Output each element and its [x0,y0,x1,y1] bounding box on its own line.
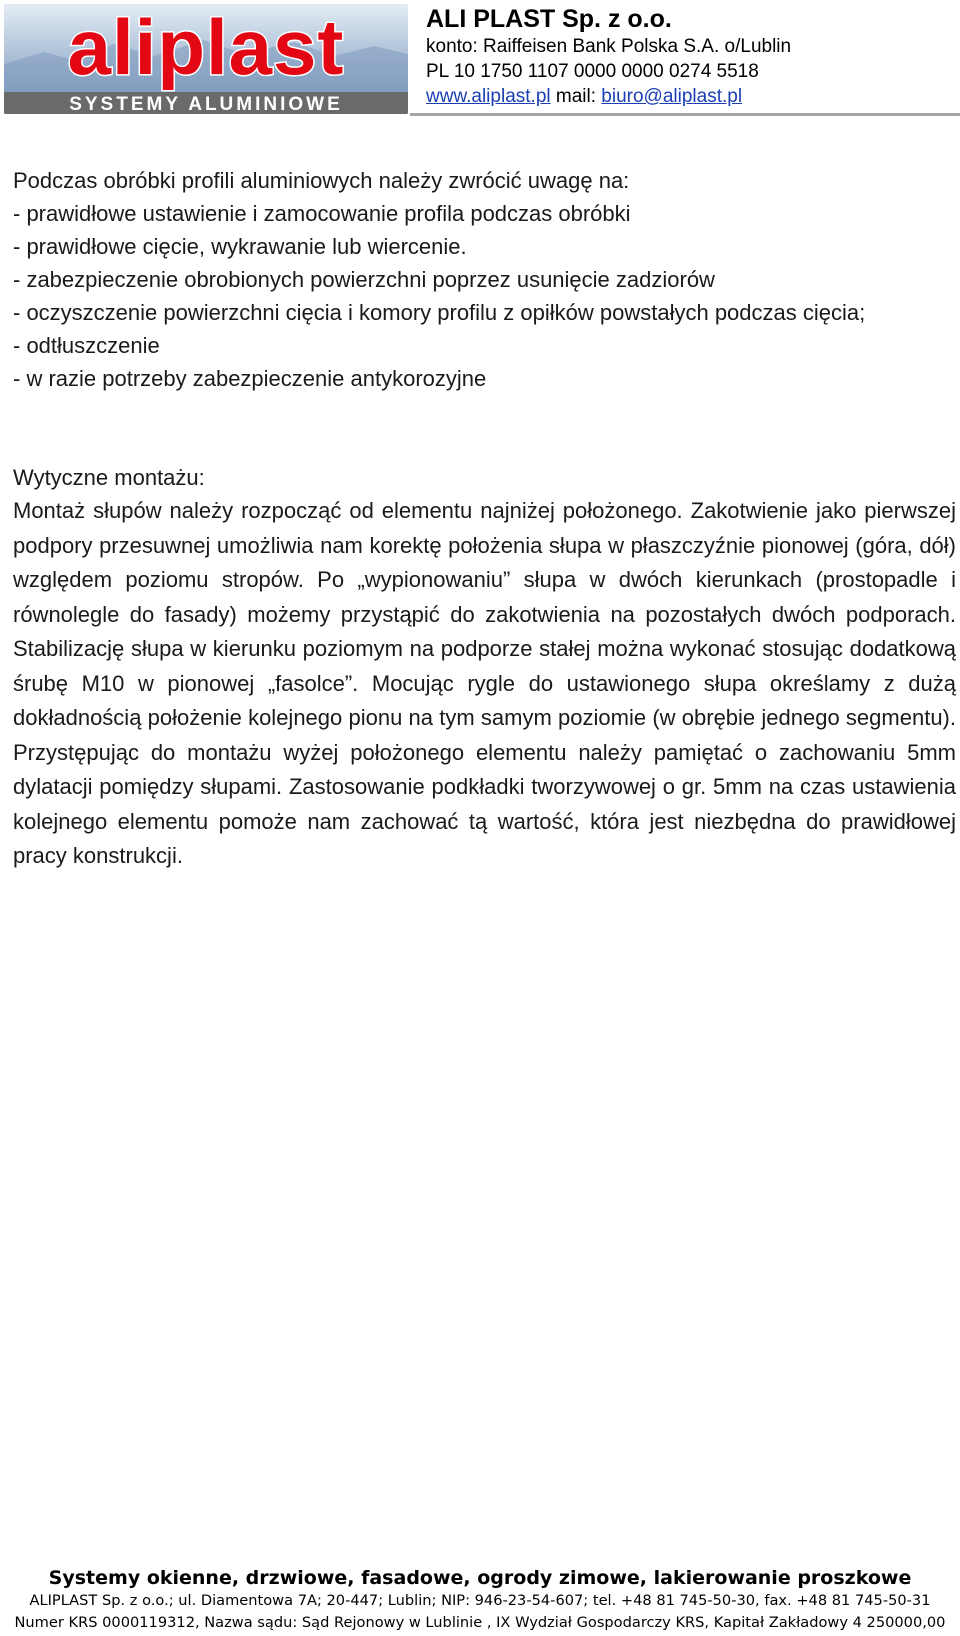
processing-intro: Podczas obróbki profili aluminiowych należy zwrócić uwagę na: [13,168,630,193]
page-header [0,0,960,118]
processing-section [13,164,956,395]
logo-wordmark: aliplast [67,4,345,91]
assembly-paragraph: Montaż słupów należy rozpocząć od elementu najniżej położonego. Zakotwienie jako pierwszej podpory przesuwnej umożliwia nam korektę położenia słupa w płaszczyźnie pionowej (góra, dół) względem poziomu stropów. Po „wypionowaniu” słupa w dwóch kierunkach (prostopadle i równolegle do fasady) możemy przystąpić do zakotwienia na pozostałych dwóch podporach. Stabilizację słupa w kierunku poziomym na podporze stałej można wykonać stosując dodatkową śrubę M10 w pionowej „fasolce”. Mocując rygle do ustawionego słupa określamy z dużą dokładnością położenie kolejnego pionu na tym samym poziomie (w obrębie jednego segmentu). Przystępując do montażu wyżej położonego elementu należy pamiętać o zachowaniu 5mm dylatacji pomiędzy słupami. Zastosowanie podkładki tworzywowej o gr. 5mm na czas ustawienia kolejnego elementu pomoże nam zachować tą wartość, która jest niezbędna do prawidłowej pracy konstrukcji. [13,498,956,868]
processing-item: - prawidłowe ustawienie i zamocowanie profila podczas obróbki [13,201,631,226]
processing-item: - odtłuszczenie [13,333,160,358]
header-divider [410,113,960,116]
company-name: ALI PLAST Sp. z o.o. [426,5,672,33]
bank-account-number: PL 10 1750 1107 0000 0000 0274 5518 [426,61,759,82]
processing-item: - prawidłowe cięcie, wykrawanie lub wiercenie. [13,234,467,259]
company-info [426,4,956,109]
mail-label: mail: [555,86,597,107]
aliplast-logo-graphic [4,4,408,114]
document-body [13,164,956,874]
website-link[interactable]: www.aliplast.pl [426,86,551,107]
processing-item: - zabezpieczenie obrobionych powierzchni poprzez usunięcie zadziorów [13,267,715,292]
aliplast-logo [4,4,408,114]
processing-item: - oczyszczenie powierzchni cięcia i komory profilu z opiłków powstałych podczas cięcia; [13,300,866,325]
logo-tagline: SYSTEMY ALUMINIOWE [69,94,343,114]
bank-account-name: konto: Raiffeisen Bank Polska S.A. o/Lublin [426,36,792,57]
email-link[interactable]: biuro@aliplast.pl [601,86,743,107]
section-gap [13,395,956,461]
processing-item: - w razie potrzeby zabezpieczenie antykorozyjne [13,366,487,391]
page-footer [0,1566,960,1634]
footer-title: Systemy okienne, drzwiowe, fasadowe, ogrody zimowe, lakierowanie proszkowe [48,1567,912,1589]
footer-registry: Numer KRS 0000119312, Nazwa sądu: Sąd Rejonowy w Lublinie , IX Wydział Gospodarczy KRS, Kapitał Zakładowy 4 250000,00 [14,1614,946,1631]
assembly-heading: Wytyczne montażu: [13,465,205,490]
assembly-section [13,461,956,874]
contact-line [426,84,956,109]
footer-address: ALIPLAST Sp. z o.o.; ul. Diamentowa 7A; 20-447; Lublin; NIP: 946-23-54-607; tel. +48 81 745-50-30, fax. +48 81 745-50-31 [29,1592,931,1609]
